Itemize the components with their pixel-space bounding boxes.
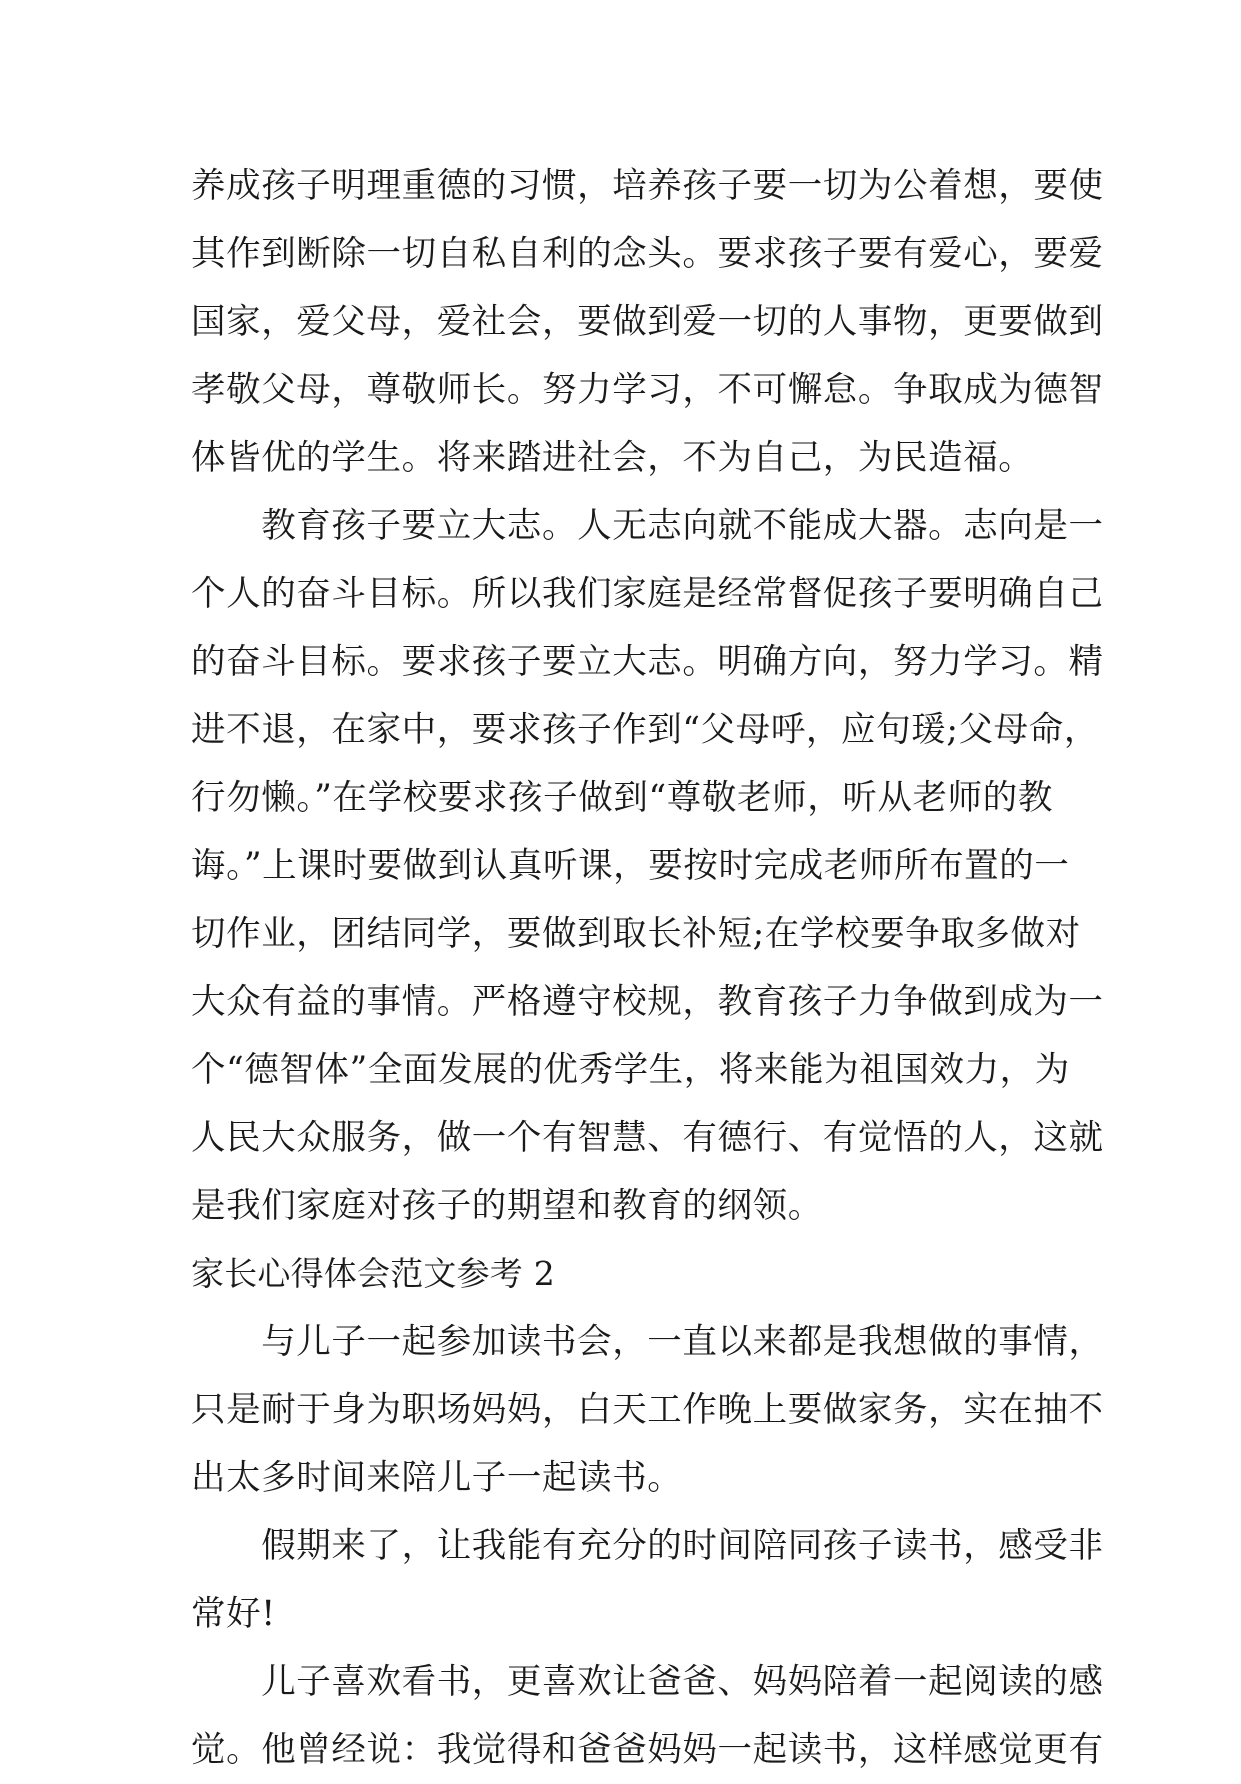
paragraph-line: 只是耐于身为职场妈妈，白天工作晚上要做家务，实在抽不 [191, 1390, 1104, 1430]
paragraph-line: 进不退，在家中，要求孩子作到“父母呼，应句瑗;父母命， [191, 710, 1099, 750]
paragraph-line: 行勿懒。”在学校要求孩子做到“尊敬老师，听从老师的教 [191, 778, 1053, 818]
paragraph-line: 与儿子一起参加读书会，一直以来都是我想做的事情， [191, 1322, 1104, 1362]
paragraph-line: 教育孩子要立大志。人无志向就不能成大器。志向是一 [191, 506, 1104, 546]
paragraph-line: 养成孩子明理重德的习惯，培养孩子要一切为公着想，要使 [191, 166, 1104, 206]
paragraph-line: 假期来了，让我能有充分的时间陪同孩子读书，感受非 [191, 1526, 1104, 1566]
paragraph-line: 儿子喜欢看书，更喜欢让爸爸、妈妈陪着一起阅读的感 [191, 1662, 1104, 1702]
document-body [191, 152, 1104, 1784]
paragraph-line: 体皆优的学生。将来踏进社会，不为自己，为民造福。 [191, 438, 1034, 478]
paragraph-line: 其作到断除一切自私自利的念头。要求孩子要有爱心，要爱 [191, 234, 1104, 274]
paragraph-line: 是我们家庭对孩子的期望和教育的纲领。 [191, 1186, 823, 1226]
paragraph-line: 大众有益的事情。严格遵守校规，教育孩子力争做到成为一 [191, 982, 1104, 1022]
paragraph-line: 诲。”上课时要做到认真听课，要按时完成老师所布置的一 [191, 846, 1070, 886]
paragraph-line: 孝敬父母，尊敬师长。努力学习，不可懈怠。争取成为德智 [191, 370, 1104, 410]
paragraph-line: 人民大众服务，做一个有智慧、有德行、有觉悟的人，这就 [191, 1118, 1104, 1158]
section-heading: 家长心得体会范文参考 2 [191, 1254, 555, 1293]
paragraph-line: 切作业，团结同学，要做到取长补短;在学校要争取多做对 [191, 914, 1081, 954]
paragraph-line: 的奋斗目标。要求孩子要立大志。明确方向，努力学习。精 [191, 642, 1104, 682]
paragraph-line: 国家，爱父母，爱社会，要做到爱一切的人事物，更要做到 [191, 302, 1104, 342]
paragraph-line: 个人的奋斗目标。所以我们家庭是经常督促孩子要明确自己 [191, 574, 1104, 614]
paragraph-line: 个“德智体”全面发展的优秀学生，将来能为祖国效力，为 [191, 1050, 1070, 1090]
paragraph-line: 出太多时间来陪儿子一起读书。 [191, 1458, 683, 1498]
paragraph-line: 觉。他曾经说：我觉得和爸爸妈妈一起读书，这样感觉更有 [191, 1730, 1104, 1770]
paragraph-line: 常好! [191, 1594, 276, 1634]
